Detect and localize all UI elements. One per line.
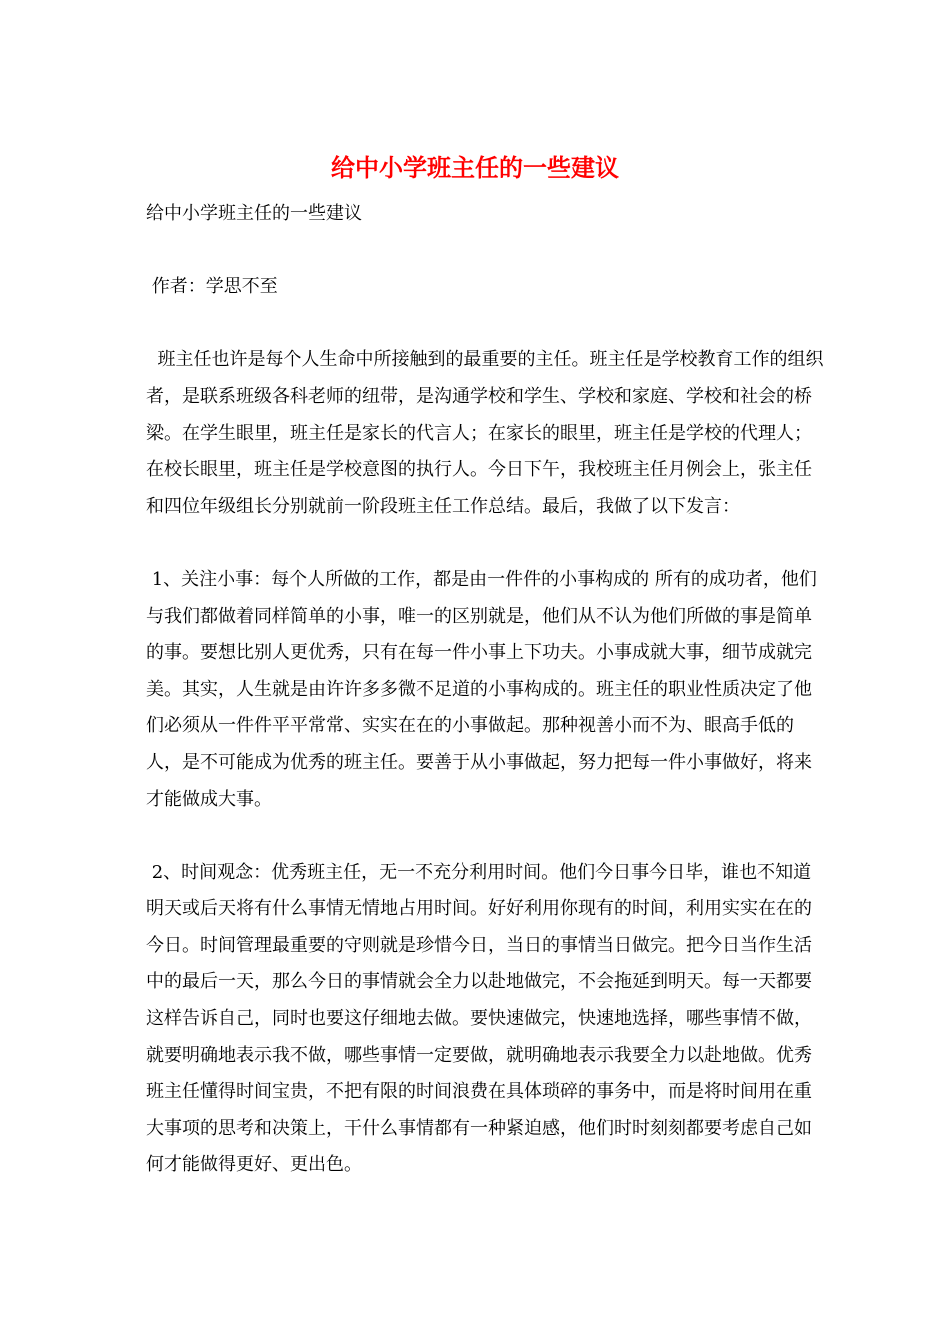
paragraph-point-2: 2、时间观念：优秀班主任，无一不充分利用时间。他们今日事今日毕，谁也不知道明天或后天将有什么事情无情地占用时间。好好利用你现有的时间，利用实实在在的今日。时间管理最重要的守则就是珍惜今日，当日的事情当日做完。把今日当作生活中的最后一天，那么今日的事情就会全力以赴地做完，不会拖延到明天。每一天都要这样告诉自己，同时也要这仔细地去做。要快速做完，快速地选择，哪些事情不做，就要明确地表示我不做，哪些事情一定要做，就明确地表示我要全力以赴地做。优秀班主任懂得时间宝贵，不把有限的时间浪费在具体琐碎的事务中，而是将时间用在重大事项的思考和决策上，干什么事情都有一种紧迫感，他们时时刻刻都要考虑自己如何才能做得更好、更出色。 <box>146 861 812 1176</box>
blank-line <box>146 818 826 855</box>
document-body <box>146 196 826 1184</box>
blank-line <box>146 306 826 343</box>
document-subtitle: 给中小学班主任的一些建议 <box>146 203 362 224</box>
document-title: 给中小学班主任的一些建议 <box>331 153 619 182</box>
paragraph-point-1: 1、关注小事：每个人所做的工作，都是由一件件的小事构成的 所有的成功者，他们与我们都做着同样简单的小事，唯一的区别就是，他们从不认为他们所做的事是简单的事。要想比别人更优秀，只有在每一件小事上下功夫。小事成就大事，细节成就完美。其实，人生就是由许许多多微不足道的小事构成的。班主任的职业性质决定了他们必须从一件件平平常常、实实在在的小事做起。那种视善小而不为、眼高手低的人，是不可能成为优秀的班主任。要善于从小事做起，努力把每一件小事做好，将来才能做成大事。 <box>146 568 817 810</box>
blank-line <box>146 525 826 562</box>
paragraph-intro: 班主任也许是每个人生命中所接触到的最重要的主任。班主任是学校教育工作的组织者，是联系班级各科老师的纽带，是沟通学校和学生、学校和家庭、学校和社会的桥梁。在学生眼里，班主任是家长的代言人；在家长的眼里，班主任是学校的代理人；在校长眼里，班主任是学校意图的执行人。今日下午，我校班主任月例会上，张主任和四位年级组长分别就前一阶段班主任工作总结。最后，我做了以下发言： <box>146 349 824 517</box>
blank-line <box>146 233 826 270</box>
author-line: 作者：学思不至 <box>146 276 278 298</box>
